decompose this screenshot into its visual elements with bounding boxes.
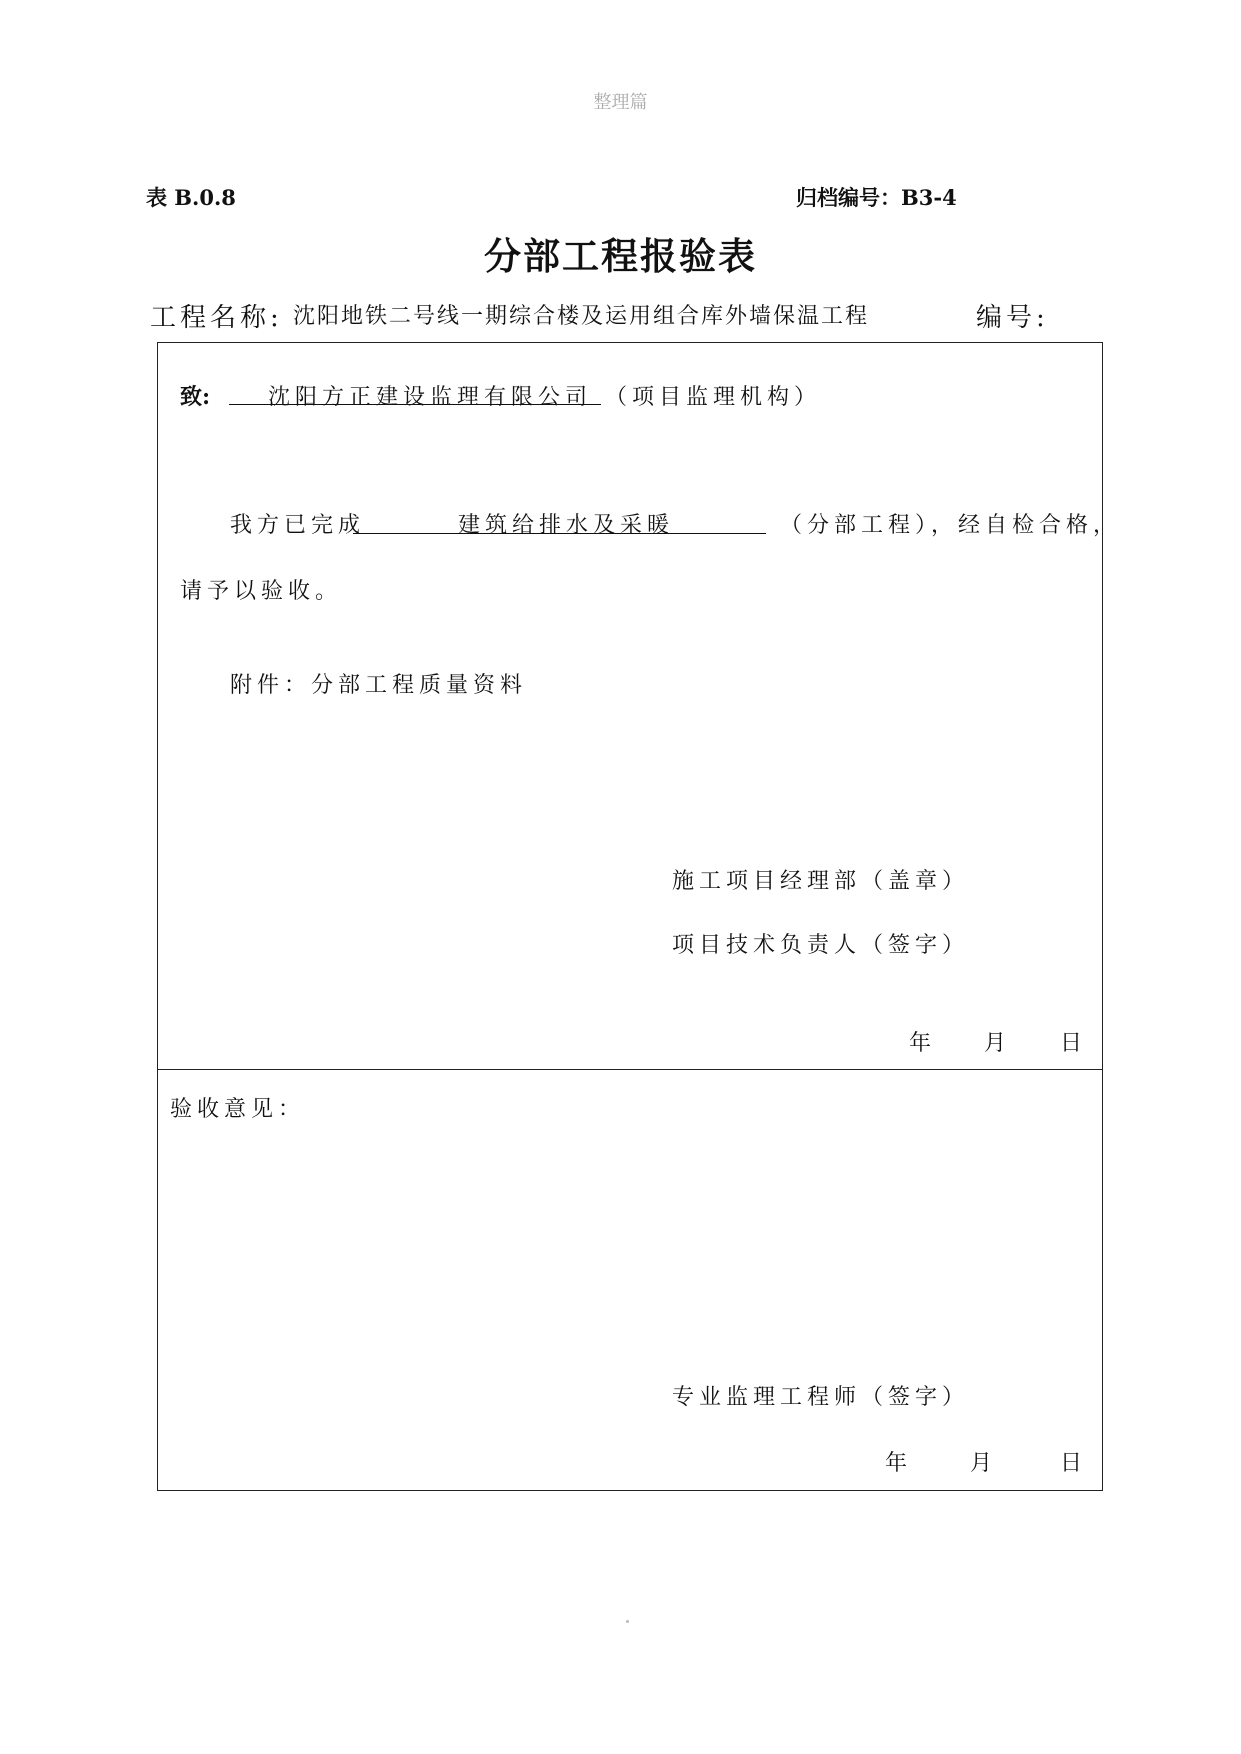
page-title: 分部工程报验表: [484, 234, 757, 278]
archive-number: 归档编号：B3-4: [796, 185, 957, 210]
project-name-label: 工程名称:: [150, 303, 283, 333]
subproject-name: 建筑给排水及采暖: [458, 513, 675, 538]
submission-section: [157, 342, 1103, 1070]
dept-stamp-label: 施工项目经理部（盖章）: [672, 869, 970, 894]
date-month-2: 月: [970, 1451, 998, 1476]
tech-sign-label: 项目技术负责人（签字）: [672, 933, 970, 958]
supervision-org-suffix: （项目监理机构）: [605, 385, 822, 410]
project-name-value: 沈阳地铁二号线一期综合楼及运用组合库外墙保温工程: [293, 304, 870, 329]
date-month-1: 月: [984, 1031, 1012, 1056]
attachment-text: 附件：分部工程质量资料: [230, 673, 528, 698]
date-year-2: 年: [885, 1451, 913, 1476]
date-day-1: 日: [1060, 1031, 1088, 1056]
form-id: 表 B.0.8: [146, 185, 236, 210]
supervision-org-name: 沈阳方正建设监理有限公司: [268, 385, 593, 410]
completion-sentence-line2: 请予以验收。: [180, 579, 343, 604]
date-year-1: 年: [909, 1031, 937, 1056]
project-number-label: 编号:: [976, 303, 1049, 333]
footer-dot: [626, 1620, 629, 1623]
to-label: 致:: [180, 384, 211, 410]
date-day-2: 日: [1060, 1451, 1088, 1476]
completion-sentence-prefix: 我方已完成: [230, 513, 366, 538]
acceptance-opinion-section: [157, 1068, 1103, 1491]
watermark-text: 整理篇: [593, 92, 648, 113]
engineer-sign-label: 专业监理工程师（签字）: [672, 1385, 970, 1410]
completion-sentence-suffix: （分部工程），经自检合格，: [780, 513, 1121, 538]
opinion-label: 验收意见：: [170, 1097, 306, 1122]
